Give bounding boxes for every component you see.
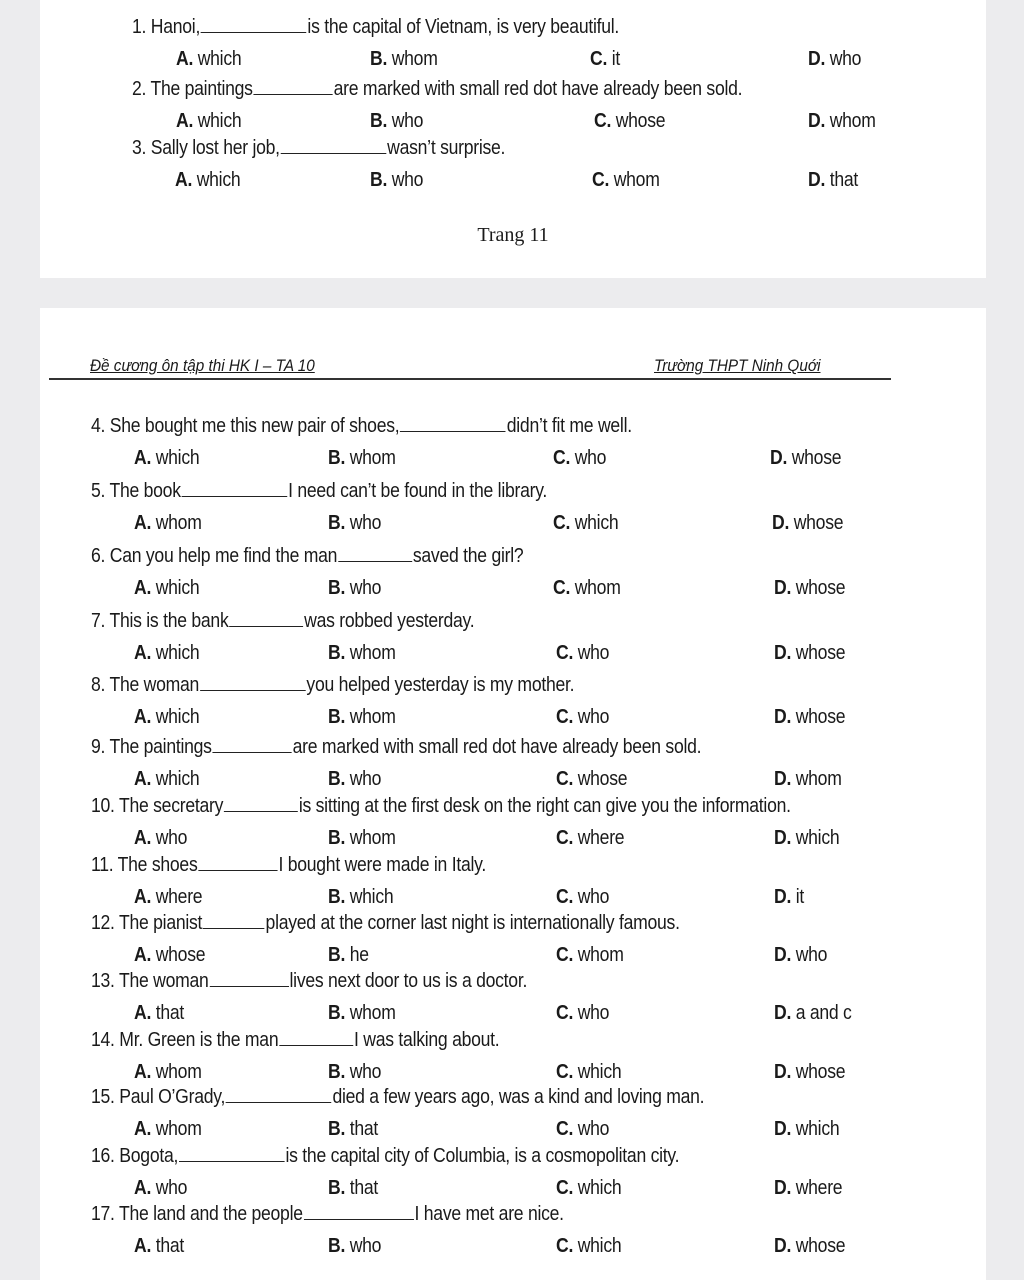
option-text: whom	[791, 768, 842, 790]
option-text: whom	[345, 642, 396, 664]
question-1	[132, 14, 619, 39]
answer-blank	[281, 135, 387, 154]
option-text: whose	[573, 768, 628, 790]
option-letter: D.	[774, 642, 792, 664]
question-text-start: 1. Hanoi,	[132, 16, 201, 38]
question-4	[91, 413, 632, 438]
question-6	[91, 543, 523, 568]
question-text-end: is the capital of Vietnam, is very beautiful.	[307, 16, 620, 38]
option-b	[328, 1117, 378, 1141]
question-text-start: 8. The woman	[91, 674, 200, 696]
option-text: which	[151, 577, 200, 599]
option-letter: C.	[556, 944, 574, 966]
option-letter: B.	[328, 827, 346, 849]
option-a	[134, 1117, 202, 1141]
option-letter: A.	[134, 827, 152, 849]
option-text: whom	[387, 48, 438, 70]
question-text-end: was robbed yesterday.	[304, 610, 475, 632]
option-text: whose	[787, 447, 842, 469]
answer-blank	[304, 1201, 414, 1220]
question-text-end: I bought were made in Italy.	[278, 854, 486, 876]
option-letter: C.	[556, 1118, 574, 1140]
option-text: that	[151, 1235, 185, 1257]
option-c	[556, 1117, 609, 1141]
question-text-end: died a few years ago, was a kind and loving man.	[332, 1086, 705, 1108]
option-letter: B.	[328, 1002, 346, 1024]
option-text: whose	[791, 706, 846, 728]
option-a	[134, 1234, 184, 1258]
option-d	[772, 511, 843, 535]
option-text: whom	[570, 577, 621, 599]
option-letter: A.	[134, 886, 152, 908]
answer-blank	[279, 1027, 353, 1046]
question-13	[91, 968, 527, 993]
option-text: whose	[151, 944, 206, 966]
page-number: Trang 11	[477, 224, 549, 246]
option-d	[774, 767, 842, 791]
option-letter: B.	[328, 944, 346, 966]
question-text-start: 4. She bought me this new pair of shoes,	[91, 415, 400, 437]
option-letter: C.	[553, 512, 571, 534]
option-c	[556, 705, 609, 729]
question-15	[91, 1084, 704, 1109]
option-d	[770, 446, 841, 470]
option-text: he	[345, 944, 369, 966]
question-text-end: saved the girl?	[412, 545, 524, 567]
option-c	[553, 511, 618, 535]
option-a	[134, 1060, 202, 1084]
question-text-end: played at the corner last night is internationally famous.	[265, 912, 680, 934]
option-c	[556, 1060, 621, 1084]
option-d	[774, 705, 845, 729]
option-letter: D.	[808, 110, 826, 132]
option-letter: C.	[590, 48, 608, 70]
option-text: it	[607, 48, 620, 70]
option-letter: C.	[556, 642, 574, 664]
option-letter: D.	[774, 944, 792, 966]
option-letter: D.	[808, 48, 826, 70]
option-d	[774, 1060, 845, 1084]
option-c	[556, 767, 627, 791]
question-text-start: 7. This is the bank	[91, 610, 229, 632]
option-d	[774, 1117, 839, 1141]
option-b	[328, 511, 381, 535]
option-letter: A.	[134, 1235, 152, 1257]
option-letter: D.	[808, 169, 826, 191]
option-d	[774, 885, 804, 909]
question-16	[91, 1143, 679, 1168]
question-text-start: 15. Paul O’Grady,	[91, 1086, 226, 1108]
option-letter: A.	[134, 1061, 152, 1083]
option-text: whom	[345, 447, 396, 469]
question-text-end: wasn’t surprise.	[387, 137, 506, 159]
option-letter: D.	[774, 886, 792, 908]
option-letter: D.	[774, 1235, 792, 1257]
option-text: who	[573, 706, 610, 728]
question-text-end: is sitting at the first desk on the right can give you the information.	[298, 795, 791, 817]
option-letter: C.	[556, 1177, 574, 1199]
option-text: that	[345, 1177, 379, 1199]
question-8	[91, 672, 574, 697]
option-b	[328, 446, 396, 470]
option-letter: B.	[328, 577, 346, 599]
option-text: where	[573, 827, 625, 849]
option-letter: B.	[328, 1061, 346, 1083]
question-2	[132, 76, 742, 101]
answer-blank	[198, 852, 277, 871]
option-text: who	[573, 1118, 610, 1140]
option-c	[553, 576, 621, 600]
option-a	[134, 511, 202, 535]
option-letter: A.	[134, 512, 152, 534]
answer-blank	[200, 672, 306, 691]
option-text: which	[791, 827, 840, 849]
option-text: who	[151, 827, 188, 849]
option-b	[328, 1001, 396, 1025]
option-letter: C.	[556, 1235, 574, 1257]
question-5	[91, 478, 547, 503]
answer-blank	[179, 1143, 285, 1162]
option-text: it	[791, 886, 804, 908]
option-text: which	[345, 886, 394, 908]
option-letter: A.	[134, 1002, 152, 1024]
option-letter: A.	[134, 642, 152, 664]
header-rule	[49, 378, 891, 380]
option-text: who	[387, 110, 424, 132]
question-10	[91, 793, 791, 818]
option-letter: A.	[175, 169, 193, 191]
question-3	[132, 135, 505, 160]
option-letter: C.	[553, 577, 571, 599]
option-c	[556, 826, 624, 850]
option-a	[134, 705, 199, 729]
question-text-end: I have met are nice.	[414, 1203, 564, 1225]
header-left: Đề cương ôn tập thi HK I – TA 10	[90, 356, 315, 375]
option-a	[176, 47, 241, 71]
option-d	[774, 641, 845, 665]
option-letter: B.	[328, 768, 346, 790]
option-c	[556, 943, 624, 967]
question-11	[91, 852, 486, 877]
option-letter: B.	[328, 1235, 346, 1257]
question-text-start: 10. The secretary	[91, 795, 224, 817]
option-text: who	[573, 1002, 610, 1024]
option-text: which	[151, 706, 200, 728]
question-text-end: I was talking about.	[354, 1029, 500, 1051]
option-text: which	[570, 512, 619, 534]
option-b	[328, 576, 381, 600]
option-text: a and c	[791, 1002, 852, 1024]
option-letter: D.	[774, 827, 792, 849]
option-letter: D.	[774, 1118, 792, 1140]
option-b	[328, 885, 393, 909]
answer-blank	[226, 1084, 332, 1103]
option-b	[370, 168, 423, 192]
option-letter: B.	[370, 48, 388, 70]
answer-blank	[182, 478, 288, 497]
option-d	[774, 1001, 852, 1025]
option-text: who	[387, 169, 424, 191]
question-text-start: 16. Bogota,	[91, 1145, 179, 1167]
option-letter: A.	[176, 48, 194, 70]
answer-blank	[213, 734, 292, 753]
option-text: who	[345, 512, 382, 534]
question-text-end: I need can’t be found in the library.	[288, 480, 548, 502]
option-a	[134, 767, 199, 791]
question-text-start: 14. Mr. Green is the man	[91, 1029, 279, 1051]
question-text-start: 9. The paintings	[91, 736, 212, 758]
option-letter: A.	[134, 944, 152, 966]
option-text: whom	[825, 110, 876, 132]
option-letter: D.	[774, 706, 792, 728]
question-text-start: 5. The book	[91, 480, 181, 502]
option-text: which	[573, 1177, 622, 1199]
option-text: which	[192, 169, 241, 191]
option-letter: B.	[328, 706, 346, 728]
option-c	[556, 641, 609, 665]
option-a	[134, 1176, 187, 1200]
option-d	[774, 943, 827, 967]
option-a	[134, 576, 199, 600]
option-letter: C.	[556, 768, 574, 790]
answer-blank	[254, 76, 333, 95]
question-text-end: didn’t fit me well.	[506, 415, 632, 437]
option-text: which	[193, 48, 242, 70]
question-text-start: 12. The pianist	[91, 912, 203, 934]
question-text-start: 2. The paintings	[132, 78, 253, 100]
option-c	[556, 1001, 609, 1025]
option-letter: B.	[370, 110, 388, 132]
option-a	[134, 943, 205, 967]
option-b	[328, 1234, 381, 1258]
option-b	[328, 767, 381, 791]
question-text-end: you helped yesterday is my mother.	[306, 674, 575, 696]
option-b	[328, 943, 369, 967]
option-letter: A.	[134, 768, 152, 790]
option-text: whom	[609, 169, 660, 191]
option-letter: B.	[328, 1118, 346, 1140]
option-text: which	[151, 642, 200, 664]
question-text-end: is the capital city of Columbia, is a cosmopolitan city.	[285, 1145, 680, 1167]
answer-blank	[400, 413, 506, 432]
option-text: who	[570, 447, 607, 469]
question-9	[91, 734, 701, 759]
option-text: who	[345, 1061, 382, 1083]
option-text: which	[151, 447, 200, 469]
question-12	[91, 910, 680, 935]
option-text: who	[151, 1177, 188, 1199]
option-d	[774, 1234, 845, 1258]
option-text: whose	[789, 512, 844, 534]
answer-blank	[229, 608, 303, 627]
option-letter: D.	[774, 1177, 792, 1199]
answer-blank	[209, 968, 288, 987]
option-text: whom	[345, 827, 396, 849]
option-c	[590, 47, 620, 71]
option-d	[774, 1176, 842, 1200]
option-text: who	[345, 768, 382, 790]
option-letter: C.	[556, 706, 574, 728]
option-text: who	[573, 642, 610, 664]
option-letter: C.	[592, 169, 610, 191]
option-text: who	[825, 48, 862, 70]
option-b	[328, 705, 396, 729]
option-a	[175, 168, 240, 192]
option-letter: C.	[556, 886, 574, 908]
option-text: whose	[791, 1235, 846, 1257]
header-right: Trường THPT Ninh Quới	[654, 356, 821, 375]
question-text-start: 17. The land and the people	[91, 1203, 303, 1225]
option-letter: A.	[134, 706, 152, 728]
option-text: which	[573, 1235, 622, 1257]
question-text-end: are marked with small red dot have already been sold.	[292, 736, 702, 758]
option-text: which	[791, 1118, 840, 1140]
answer-blank	[203, 910, 265, 929]
option-letter: D.	[774, 1002, 792, 1024]
option-text: that	[825, 169, 859, 191]
option-d	[774, 826, 839, 850]
question-text-end: lives next door to us is a doctor.	[289, 970, 528, 992]
option-d	[774, 576, 845, 600]
option-c	[556, 1176, 621, 1200]
question-text-start: 13. The woman	[91, 970, 209, 992]
option-a	[134, 885, 202, 909]
option-letter: C.	[556, 1002, 574, 1024]
option-a	[134, 446, 199, 470]
option-letter: A.	[134, 1118, 152, 1140]
answer-blank	[338, 543, 412, 562]
option-d	[808, 47, 861, 71]
option-d	[808, 109, 876, 133]
option-letter: C.	[594, 110, 612, 132]
option-letter: A.	[134, 577, 152, 599]
option-letter: C.	[556, 1061, 574, 1083]
option-text: which	[573, 1061, 622, 1083]
option-text: whose	[791, 1061, 846, 1083]
option-a	[176, 109, 241, 133]
question-14	[91, 1027, 499, 1052]
option-d	[808, 168, 858, 192]
option-text: where	[791, 1177, 843, 1199]
question-text-start: 6. Can you help me find the man	[91, 545, 338, 567]
option-letter: B.	[328, 512, 346, 534]
option-letter: B.	[328, 447, 346, 469]
option-b	[370, 109, 423, 133]
option-a	[134, 1001, 184, 1025]
option-text: which	[193, 110, 242, 132]
option-text: that	[345, 1118, 379, 1140]
option-b	[328, 826, 396, 850]
option-text: who	[345, 1235, 382, 1257]
option-text: whom	[573, 944, 624, 966]
option-text: whom	[345, 706, 396, 728]
option-letter: B.	[328, 886, 346, 908]
question-7	[91, 608, 474, 633]
option-text: whom	[151, 512, 202, 534]
option-a	[134, 826, 187, 850]
option-c	[594, 109, 665, 133]
option-c	[592, 168, 660, 192]
answer-blank	[201, 14, 307, 33]
option-text: whom	[151, 1061, 202, 1083]
question-17	[91, 1201, 564, 1226]
option-text: where	[151, 886, 203, 908]
option-letter: D.	[774, 577, 792, 599]
option-text: that	[151, 1002, 185, 1024]
option-letter: B.	[328, 1177, 346, 1199]
option-text: whose	[791, 577, 846, 599]
option-text: who	[573, 886, 610, 908]
option-text: whose	[791, 642, 846, 664]
option-c	[556, 1234, 621, 1258]
option-text: whose	[611, 110, 666, 132]
option-letter: A.	[176, 110, 194, 132]
option-letter: C.	[556, 827, 574, 849]
option-text: which	[151, 768, 200, 790]
option-text: who	[345, 577, 382, 599]
question-text-start: 3. Sally lost her job,	[132, 137, 280, 159]
option-letter: C.	[553, 447, 571, 469]
option-letter: B.	[370, 169, 388, 191]
answer-blank	[224, 793, 298, 812]
option-letter: B.	[328, 642, 346, 664]
option-letter: D.	[774, 768, 792, 790]
option-b	[328, 641, 396, 665]
question-text-start: 11. The shoes	[91, 854, 198, 876]
option-c	[553, 446, 606, 470]
option-letter: D.	[774, 1061, 792, 1083]
option-text: whom	[151, 1118, 202, 1140]
option-b	[328, 1060, 381, 1084]
option-b	[370, 47, 438, 71]
option-letter: A.	[134, 447, 152, 469]
option-letter: D.	[772, 512, 790, 534]
option-text: whom	[345, 1002, 396, 1024]
option-c	[556, 885, 609, 909]
option-letter: D.	[770, 447, 788, 469]
option-text: who	[791, 944, 828, 966]
option-a	[134, 641, 199, 665]
option-b	[328, 1176, 378, 1200]
option-letter: A.	[134, 1177, 152, 1199]
question-text-end: are marked with small red dot have already been sold.	[333, 78, 743, 100]
